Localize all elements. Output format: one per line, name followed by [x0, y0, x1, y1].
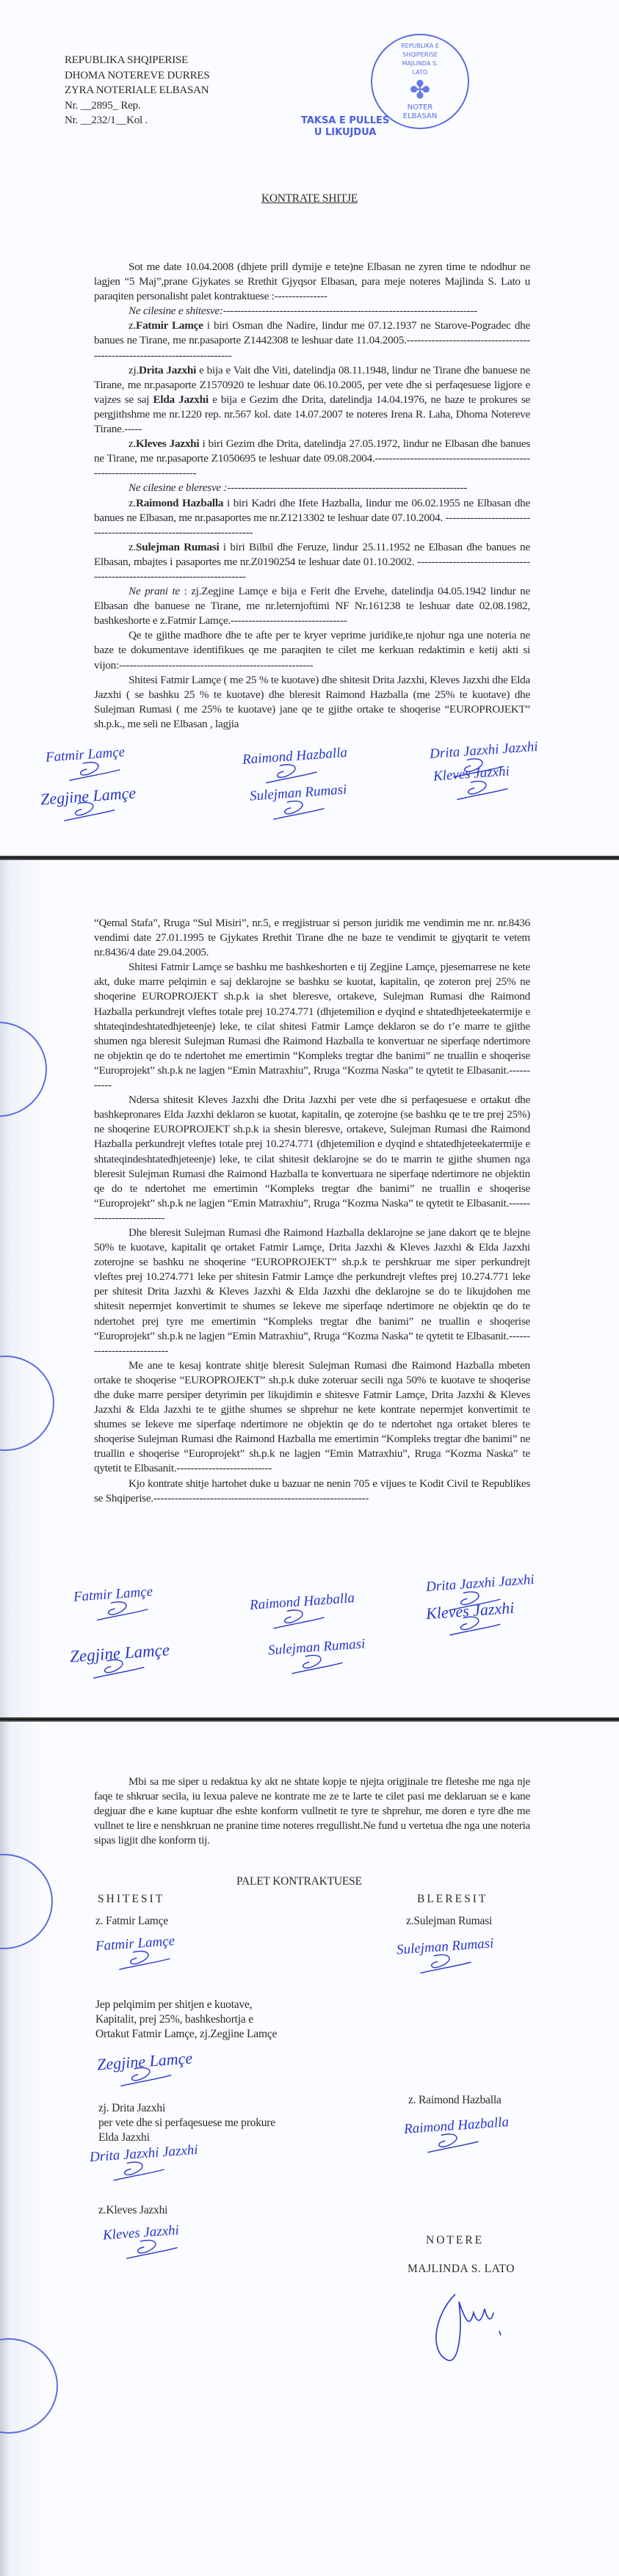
page-2 — [0, 860, 619, 1717]
paragraph — [94, 481, 530, 495]
party-name: Sulejman Rumasi — [136, 540, 220, 553]
party-name: Raimond Hazballa — [136, 496, 224, 509]
paragraph — [94, 260, 530, 304]
signature-raimond: Raimond Hazballa — [403, 2114, 509, 2138]
signature-sulejman: Sulejman Rumasi — [249, 782, 347, 804]
signature-fatmir: Fatmir Lamçe — [73, 1584, 153, 1605]
notary-signature-icon — [426, 2287, 529, 2371]
signature-flourish-icon — [98, 2062, 187, 2097]
text-segment: ------------------------------------------------------------------------ — [222, 305, 477, 318]
page-3 — [0, 1722, 619, 2576]
signature-flourish-icon — [397, 1949, 487, 1984]
seller-drita-line: zj. Drita Jazxhi — [98, 2102, 166, 2114]
consent-line: Ortakut Fatmir Lamçe, zj.Zegjine Lamçe — [95, 2028, 278, 2040]
signature-flourish-icon — [104, 2235, 193, 2270]
text-segment: i biri Kadri dhe Ifete Hazballa, lindur me 06.02.1955 ne Elbasan dhe banues ne Elbasan, me nr.pasaportes me nr.Z1213302 te leshuar date 07.10.2004. --------------------------------------------------------------------- — [94, 496, 530, 539]
paragraph — [94, 1093, 530, 1226]
seal-role: NOTER — [407, 103, 433, 112]
notary-seal-partial — [0, 1356, 54, 1451]
signature-sulejman: Sulejman Rumasi — [267, 1636, 366, 1659]
text-segment: “Qemal Stafa”, Rruga “Sul Misiri”, nr.5, e rregjistruar si person juridik me vendimin me nr. nr.8436 vendimi date 27.01.1995 te Gjykates Rrethit Tirane dhe ne baze te vendimit te gjyqtarit te vetem nr.8436/4 date 29.04.2005. — [94, 917, 530, 959]
paragraph — [94, 363, 530, 437]
text-segment: z. — [128, 540, 137, 553]
tax-stamp-line: TAKSA E PULLES — [301, 115, 390, 126]
text-segment: i biri Bilbil dhe Feruze, lindur 25.11.1952 ne Elbasan dhe banues ne Elbasan, mbajtes i pasaportes me nr.Z0190254 te leshuar date 01.10.2002. --------------------------------------------------------------------------- — [94, 540, 530, 583]
notary-seal-partial — [0, 1022, 47, 1117]
party-name: Drita Jazxhi — [139, 363, 197, 376]
seal-city: ELBASAN — [402, 112, 438, 120]
paragraph — [94, 319, 530, 363]
rep-number: Nr. __2895_ Rep. — [65, 99, 141, 112]
paragraph — [94, 916, 530, 960]
buyers-heading: BLERESIT — [417, 1893, 488, 1905]
signature-flourish-icon — [41, 797, 131, 832]
notary-office-header — [65, 53, 209, 128]
notary-name: MAJLINDA S. LATO — [408, 2263, 515, 2275]
tax-stamp-line: U LIKUJDUA — [314, 127, 377, 138]
paragraph — [94, 1477, 530, 1506]
paragraph — [94, 584, 530, 628]
parties-title: PALET KONTRAKTUESE — [236, 1875, 362, 1888]
section-label: Ne cilesine e bleresve : — [128, 481, 228, 495]
signature-sulejman: Sulejman Rumasi — [396, 1935, 494, 1958]
signature-flourish-icon — [250, 796, 340, 831]
page-2-body — [94, 916, 530, 1506]
signature-drita: Drita Jazxhi Jazxhi — [429, 739, 538, 763]
page-1-body — [94, 260, 530, 732]
text-segment: -------------------------------------------------------------------- — [227, 481, 468, 495]
signature-zegjine: Zegjine Lamçe — [69, 1640, 170, 1666]
text-segment: Ndersa shitesit Kleves Jazxhi dhe Drita Jazxhi per vete dhe si perfaqesuese e ortakut dhe bashkepronares Elda Jazxhi deklaron se kuotat, kapitalin, qe zoterojne (se bashku qe te tre prej 25%) ne shoqerine EUROPROJEKT sh.p.k ia shesin bleresve, ortakeve, Sulejman Rumasi dhe Raimond Hazballa perkundrejt vleftes totale prej 10.274.771 (dhjetemilion e dyqind e shtatedhjeteekatermije e shtateqindeshtatedhjeteenje) leke, te cilat shitesit deklarojne se do te marrin te gjithe shumen nga bleresit Sulejman Rumasi dhe Raimond Hazballa te konvertuara ne siperfaqe ndertimore ne objektin qe do te ndertohet me emertimin “Kompleks tregtar dhe banimi” ne truallin e shoqerise “Europrojekt” sh.p.k ne lagjen “Emin Matraxhiu”, Rruga “Kozma Naska” te qytetit te Elbasanit.-------------------------- — [94, 1094, 530, 1224]
consent-line: Kapitalit, prej 25%, bashkeshortja e — [95, 2013, 253, 2026]
signature-kleves: Kleves Jazxhi — [432, 763, 510, 785]
text-segment: e bija e Vait dhe Viti, datelindja 08.11.1948, lindur ne Tirane dhe banuese ne Tirane, me nr.pasaporte Z1570920 te leshuar date 06.10.2005, per vete dhe si perfaqesuese ligjore e vajzes se saj — [94, 363, 530, 406]
notary-seal-partial — [0, 1854, 53, 1949]
consent-text — [95, 1998, 277, 2042]
party-name: Elda Jazxhi — [153, 393, 209, 406]
text-segment: Qe te gjithe madhore dhe te afte per te kryer veprime juridike,te njohur nga une noteria ne baze te dokumentave identifikues qe me paraqiten te cilet me kerkuan redaktimin e ketij akti si vijon:------------------------------------------------------- — [94, 629, 530, 672]
header-line: REPUBLIKA SHQIPERISE — [65, 54, 189, 66]
paragraph — [94, 540, 530, 584]
text-segment: z. — [128, 319, 137, 332]
party-name: Kleves Jazxhi — [136, 437, 200, 451]
text-segment: Me ane te kesaj kontrate shitje bleresit Sulejman Rumasi dhe Raimond Hazballa mbeten ortake te shoqerise “EUROPROJEKT” sh.p.k duke zoteruar secili nga 50% te kuotave te shoqerise dhe duke marre persiper detyrimin per likujdimin e shitesve Fatmir Lamçe, Drita Jazxhi & Kleves Jazxhi & Elda Jazxhi te te gjithe shumes se shprehur ne kete kontrate nepermjet konvertimit te shumes se lekeve me siperfaqe ndertimore ne objektin qe do te ndertohet nga ortaket bleres te shoqerise Sulejman Rumasi dhe Raimond Hazballa me emertimin “Kompleks tregtar dhe banimi” ne truallin e shoqerise “Europrojekt” sh.p.k ne lagjen “Emin Matraxhiu”, Rruga “Kozma Naska” te qytetit te Elbasanit.--------------------------- — [94, 1358, 530, 1475]
header-line: ZYRA NOTERIALE ELBASAN — [65, 84, 209, 96]
paragraph — [94, 1358, 530, 1477]
text-segment: Shitesi Fatmir Lamçe se bashku me bashkeshorten e tij Zegjine Lamçe, pjesemarrese ne kete akt, duke marre pelqimin e saj deklarojne se bashku se kuotat, kapitalin, qe zoteron prej 25% ne shoqerine EUROPROJEKT sh.p.k ia shet bleresve, ortakeve, Sulejman Rumasi dhe Raimond Hazballa perkundrejt vleftes totale prej 10.274.771 (dhjetemilion e dyqind e shtatedhjeteekatermije e shtateqindeshtatedhjeteenje) leke, te cilat shitesi Fatmir Lamçe deklaron se do t’e marre te gjithe shumen nga bleresit Sulejman Rumasi dhe Raimond Hazballa te konvertuar ne siperfaqe ndertimore ne objektin qe do te ndertohet me emertimin “Kompleks tregtar dhe banimi” ne truallin e shoqerise “Europrojekt” sh.p.k ne lagjen “Emin Matraxhiu”, Rruga “Kozma Naska” te qytetit te Elbasanit.----------- — [94, 961, 530, 1092]
signature-flourish-icon — [426, 1612, 515, 1647]
text-segment: e bija e Gezim dhe Drita, datelindja 14.04.1976, ne baze te prokures se pergjithshme me nr.1220 rep. nr.567 kol. date 14.07.2007 te noteres Irena R. Laha, Dhoma Notereve Tirane.----- — [94, 393, 530, 436]
consent-line: Jep pelqimim per shitjen e kuotave, — [95, 1998, 253, 2011]
notary-heading: NOTERE — [426, 2234, 485, 2246]
signature-zegjine: Zegjine Lamçe — [40, 783, 137, 809]
seller-drita-line: per vete dhe si perfaqesuese me prokure — [98, 2117, 275, 2129]
document-title: KONTRATE SHITJE — [261, 192, 358, 205]
seal-ring-text: REPUBLIKA E SHQIPERISE — [401, 43, 439, 58]
signature-fatmir: Fatmir Lamçe — [45, 744, 125, 765]
paragraph — [94, 304, 530, 319]
text-segment: Shitesi Fatmir Lamçe ( me 25 % te kuotave) dhe shitesit Drita Jazxhi, Kleves Jazxhi dhe Elda Jazxhi ( se bashku 25 % te kuotave) dhe bleresit Raimond Hazballa (me 25% te kuotave) dhe Sulejman Rumasi ( me 25% te kuotave) jane qe te gjithe ortake te shoqerise “EUROPROJEKT” sh.p.k., me seli ne Elbasan , lagjia — [94, 673, 530, 730]
signature-fatmir: Fatmir Lamçe — [95, 1933, 175, 1954]
text-segment: Kjo kontrate shitje hartohet duke u bazuar ne nenin 705 e vijues te Kodit Civil te Republikes se Shqiperise.------------------------------------------------------------- — [94, 1477, 530, 1505]
signature-flourish-icon — [250, 1605, 340, 1640]
tax-paid-stamp — [301, 115, 389, 139]
signature-kleves: Kleves Jazxhi — [425, 1598, 515, 1623]
text-segment: z. — [128, 437, 137, 451]
text-segment: Mbi sa me siper u redaktua ky akt ne shtate kopje te njejta origjinale tre fleteshe me nga nje faqe te shkruar secila, iu lexua paleve ne kontrate me ze te larte te cilet pasi me deklaruan se e kane degjuar dhe e kane kuptuar dhe eshte konform vullnetit te tyre te shprehur, me doren e tyre dhe me vullnet te lire e nenshkruan ne pranine time noteres rregullisht.Ne fund u vertetua dhe nga une noteria sipas ligjit dhe konform tij. — [94, 1775, 530, 1847]
text-segment: Dhe bleresit Sulejman Rumasi dhe Raimond Hazballa deklarojne se jane dakort qe te blejne 50% te kuotave, kapitalit qe ortaket Fatmir Lamçe, Drita Jazxhi & Kleves Jazxhi & Elda Jazxhi zoterojne se bashku ne shoqerine “EUROPROJEKT” sh.p.k te pershkruar me siper perkundrejt vleftes prej 10.274.771 leke per shitesin Fatmir Lamçe dhe perkundrejt vleftes prej 10.274.771 leke per shitesit Drita Jazxhi & Kleves Jazxhi & Elda Jazxhi dhe deklarojne se do te likujdohen me shitesit nepermjet konvertimit te shumes se lekeve me siperfaqe ndertimore ne objektin qe do te ndertohet prej tyre me emertimin “Kompleks tregtar dhe banimi” ne truallin e shoqerise “Europrojekt” sh.p.k ne lagjen “Emin Matraxhiu”, Rruga “Kozma Naska” te qytetit te Elbasanit.--------------------------- — [94, 1226, 530, 1357]
seller-kleves-label: z.Kleves Jazxhi — [98, 2204, 168, 2216]
party-name: Fatmir Lamçe — [136, 319, 203, 332]
seal-name: MAJLINDA S. LATO — [402, 60, 438, 76]
buyer-raimond-label: z. Raimond Hazballa — [408, 2094, 502, 2106]
signature-flourish-icon — [96, 1946, 186, 1981]
signature-flourish-icon — [74, 1596, 164, 1631]
text-segment: : zj.Zegjine Lamçe e bija e Ferit dhe Ervehe, datelindja 04.05.1942 lindur ne Elbasan dhe banuese ne Tirane, me nr.leternjoftimi NF Nr.161238 te leshuar date 02.08.1982, bashkeshorte e z.Fatmir Lamçe.--------------------------------- — [94, 585, 530, 627]
section-label: Ne prani te — [128, 585, 180, 598]
text-segment: zj. — [128, 363, 140, 376]
page-3-body — [94, 1775, 530, 1848]
buyer-sulejman-label: z.Sulejman Rumasi — [406, 1915, 493, 1927]
notary-seal-partial — [0, 2338, 58, 2434]
signature-flourish-icon — [70, 1654, 160, 1689]
seller-drita-label — [98, 2101, 275, 2145]
signature-kleves: Kleves Jazxhi — [102, 2222, 179, 2244]
section-label: Ne cilesine e shitesve: — [128, 305, 223, 318]
header-line: DHOMA NOTEREVE DURRES — [65, 69, 210, 81]
signature-raimond: Raimond Hazballa — [242, 745, 347, 768]
paragraph — [94, 496, 530, 540]
seller-drita-line: Elda Jazxhi — [98, 2131, 150, 2144]
text-segment: Sot me date 10.04.2008 (dhjete prill dymije e tete)ne Elbasan ne zyren time te ndodhur ne lagjen “5 Maj”,prane Gjykates se Rrethit Gjyqsor Elbasan, para meje noteres Majlinda S. Lato u paraqiten personalisht palet kontraktuese :--------------- — [94, 261, 530, 303]
signature-raimond: Raimond Hazballa — [249, 1590, 355, 1614]
paragraph — [94, 1775, 530, 1848]
paragraph — [94, 437, 530, 481]
signature-flourish-icon — [90, 2157, 180, 2192]
paragraph — [94, 628, 530, 672]
signature-flourish-icon — [405, 2129, 494, 2164]
text-segment: z. — [128, 496, 137, 509]
page-1 — [0, 0, 619, 856]
signature-drita: Drita Jazxhi Jazxhi — [425, 1572, 535, 1596]
text-segment: i biri Osman dhe Nadire, lindur me 07.12.1937 ne Starove-Pogradec dhe banues ne Tirane, me nr.pasaporte Z1442308 te leshuar date 11.04.2005.-------------------------------------------------------------------------- — [94, 319, 531, 362]
paragraph — [94, 960, 530, 1093]
paragraph — [94, 673, 530, 732]
signature-flourish-icon — [269, 1650, 358, 1685]
eagle-emblem-icon: ✤ — [409, 76, 431, 105]
kol-number: Nr. __232/1__Kol . — [65, 114, 148, 126]
sellers-heading: SHITESIT — [98, 1893, 165, 1905]
signature-zegjine: Zegjine Lamçe — [96, 2048, 193, 2074]
seller-fatmir-label: z. Fatmir Lamçe — [95, 1915, 168, 1927]
signature-drita: Drita Jazxhi Jazxhi — [89, 2142, 198, 2166]
text-segment: i biri Gezim dhe Drita, datelindja 27.05.1972, lindur ne Elbasan dhe banues ne Tirane, me nr.pasaporte Z1050695 te leshuar date 09.08.2004.------------------------------------------------------------------------- — [94, 437, 530, 480]
paragraph — [94, 1226, 530, 1358]
signature-flourish-icon — [434, 776, 524, 811]
